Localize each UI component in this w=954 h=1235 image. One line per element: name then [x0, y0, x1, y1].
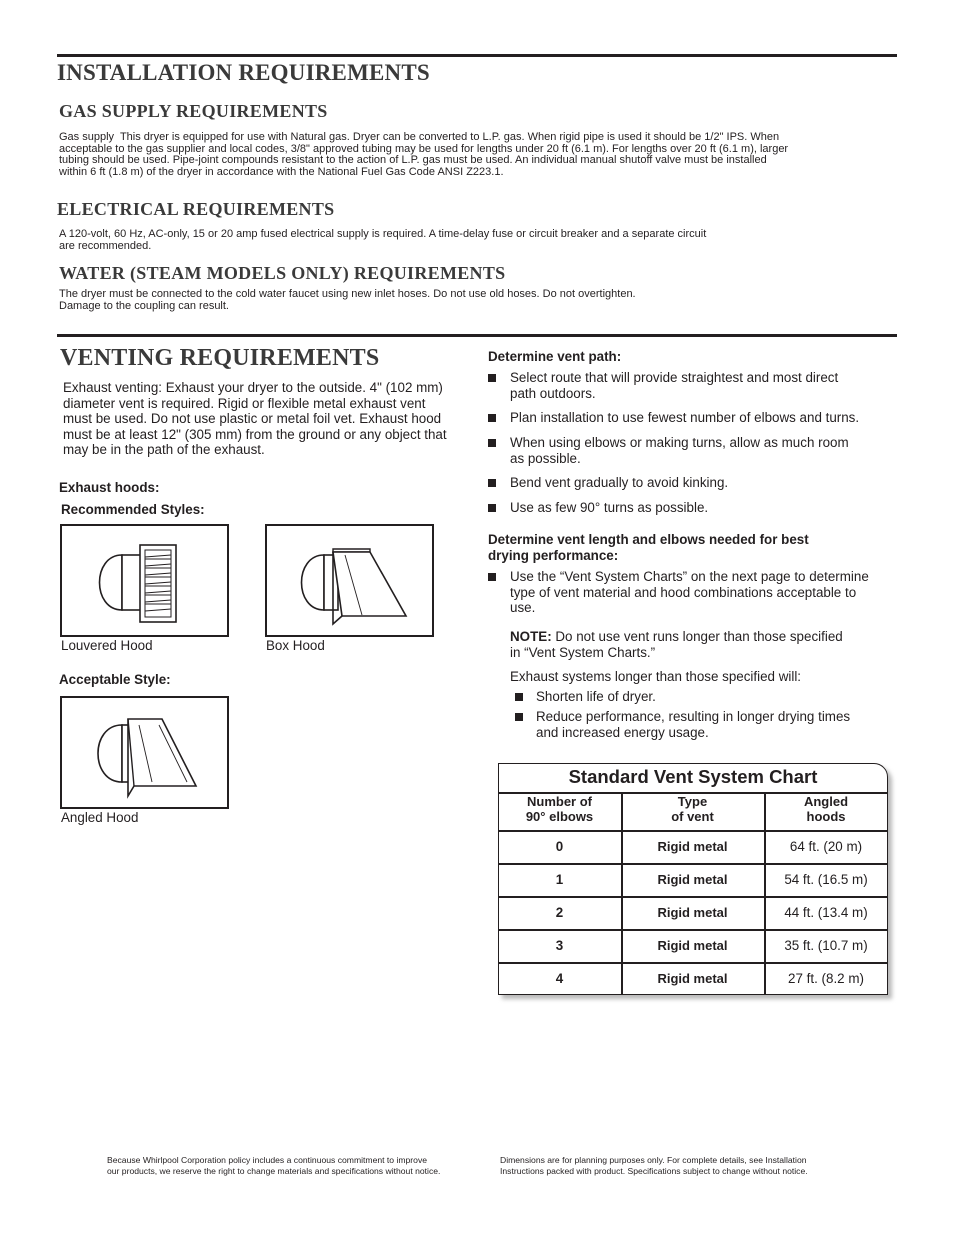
column-header-elbows: Number of 90° elbows — [525, 794, 594, 824]
bullet-icon — [488, 504, 496, 512]
cell-angled-hood-length: 35 ft. (10.7 m) — [784, 938, 868, 953]
bullet-icon — [515, 693, 523, 701]
longer-effect-2: Reduce performance, resulting in longer drying times and increased energy usage. — [536, 709, 851, 740]
louvered-hood-image — [60, 524, 229, 637]
gas-supply-lead: Gas supply — [59, 131, 115, 143]
bullet-icon — [515, 713, 523, 721]
top-rule — [57, 54, 897, 57]
bullet-icon — [488, 479, 496, 487]
row-divider — [498, 896, 888, 898]
vent-length-heading: Determine vent length and elbows needed for best drying performance: — [488, 532, 809, 563]
angled-hood-icon — [62, 698, 227, 807]
row-divider — [498, 830, 888, 832]
vent-path-item-2: Plan installation to use fewest number of elbows and turns. — [510, 410, 860, 425]
angled-hood-image — [60, 696, 229, 809]
cell-elbows: 2 — [555, 905, 564, 920]
electrical-heading: ELECTRICAL REQUIREMENTS — [57, 199, 335, 219]
box-hood-image — [265, 524, 434, 637]
recommended-styles-label: Recommended Styles: — [61, 502, 205, 517]
vent-path-heading: Determine vent path: — [488, 349, 622, 364]
column-divider — [764, 792, 766, 995]
bullet-icon — [488, 439, 496, 447]
cell-vent-type: Rigid metal — [657, 938, 728, 953]
water-text: The dryer must be connected to the cold water faucet using new inlet hoses. Do not use old hoses. Do not overtighten. Damage to the coupling can result. — [59, 288, 636, 312]
cell-vent-type: Rigid metal — [657, 971, 728, 986]
cell-elbows: 3 — [555, 938, 564, 953]
cell-vent-type: Rigid metal — [657, 905, 728, 920]
angled-hood-caption: Angled Hood — [61, 810, 139, 825]
cell-angled-hood-length: 44 ft. (13.4 m) — [784, 905, 868, 920]
electrical-text: A 120-volt, 60 Hz, AC-only, 15 or 20 amp fused electrical supply is required. A time-delay fuse or circuit breaker and a separate circuit are recommended. — [59, 228, 707, 252]
box-hood-icon — [267, 526, 432, 635]
vent-path-item-3: When using elbows or making turns, allow as much room as possible. — [510, 435, 849, 466]
vent-note: NOTE: Do not use vent runs longer than those specified in “Vent System Charts.” — [510, 629, 843, 660]
cell-angled-hood-length: 64 ft. (20 m) — [789, 839, 863, 854]
vent-length-item: Use the “Vent System Charts” on the next page to determine type of vent material and hood combinations acceptable to use. — [510, 569, 869, 615]
exhaust-hoods-label: Exhaust hoods: — [59, 480, 160, 495]
bullet-icon — [488, 414, 496, 422]
longer-systems-intro: Exhaust systems longer than those specified will: — [510, 669, 802, 684]
footer-right: Dimensions are for planning purposes only. For complete details, see Installation Instructions packed with product. Specifications subject to change without notice. — [500, 1155, 808, 1176]
cell-elbows: 1 — [555, 872, 564, 887]
column-header-vent-type: Type of vent — [671, 794, 714, 824]
cell-elbows: 0 — [555, 839, 564, 854]
vent-path-item-1: Select route that will provide straightest and most direct path outdoors. — [510, 370, 839, 401]
acceptable-style-label: Acceptable Style: — [59, 672, 171, 687]
vent-path-item-4: Bend vent gradually to avoid kinking. — [510, 475, 729, 490]
cell-elbows: 4 — [555, 971, 564, 986]
gas-supply-heading: GAS SUPPLY REQUIREMENTS — [59, 101, 328, 121]
bullet-icon — [488, 374, 496, 382]
cell-vent-type: Rigid metal — [657, 872, 728, 887]
vent-path-item-5: Use as few 90° turns as possible. — [510, 500, 709, 515]
venting-title: VENTING REQUIREMENTS — [60, 345, 380, 371]
chart-title: Standard Vent System Chart — [568, 766, 818, 787]
cell-vent-type: Rigid metal — [657, 839, 728, 854]
bullet-icon — [488, 573, 496, 581]
venting-intro: Exhaust venting: Exhaust your dryer to the outside. 4" (102 mm) diameter vent is required. Rigid or flexible metal exhaust vent must be used. Do not use plastic or metal foil vet. Exhaust hood must be at least 12" (305 mm) from the ground or any object that may be in the path of the exhaust. — [63, 380, 447, 457]
gas-supply-text: Gas supply This dryer is equipped for use with Natural gas. Dryer can be converted to L.P. gas. When rigid pipe is used it should be 1/2" IPS. When acceptable to the gas supplier and local codes, 3/8" approved tubing may be used for lengths under 20 ft (6.1 m). For lengths over 20 ft (6.1 m), larger tubing should be used. Pipe-joint compounds resistant to the action of L.P. gas must be used. An individual manual shutoff valve must be installed within 6 ft (1.8 m) of the dryer in accordance with the National Fuel Gas Code ANSI Z223.1. — [59, 131, 789, 178]
note-label: NOTE: — [510, 629, 552, 644]
installation-title: INSTALLATION REQUIREMENTS — [57, 60, 430, 85]
footer-left: Because Whirlpool Corporation policy includes a continuous commitment to improve our products, we reserve the right to change materials and specifications without notice. — [107, 1155, 441, 1176]
column-divider — [621, 792, 623, 995]
row-divider — [498, 863, 888, 865]
standard-vent-system-chart — [498, 763, 888, 995]
cell-angled-hood-length: 54 ft. (16.5 m) — [784, 872, 868, 887]
water-heading: WATER (STEAM MODELS ONLY) REQUIREMENTS — [59, 263, 506, 283]
louvered-hood-caption: Louvered Hood — [61, 638, 153, 653]
column-header-angled-hoods: Angled hoods — [803, 794, 849, 824]
row-divider — [498, 962, 888, 964]
venting-rule — [57, 334, 897, 337]
cell-angled-hood-length: 27 ft. (8.2 m) — [788, 971, 864, 986]
box-hood-caption: Box Hood — [266, 638, 325, 653]
row-divider — [498, 929, 888, 931]
louvered-hood-icon — [62, 526, 227, 635]
longer-effect-1: Shorten life of dryer. — [536, 689, 656, 704]
